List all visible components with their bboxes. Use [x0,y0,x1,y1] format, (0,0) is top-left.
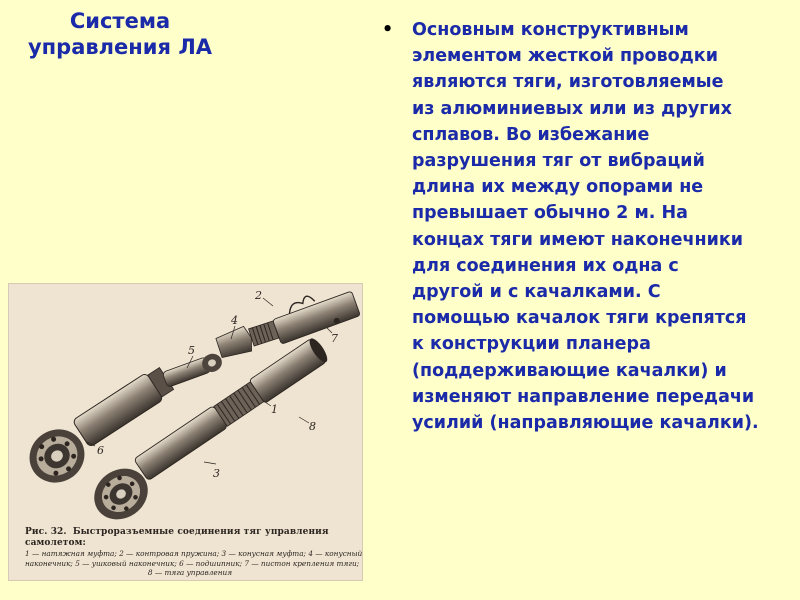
body-bullet-item [380,17,785,436]
body-line: для соединения их одна с [412,255,679,276]
part-label-4: 4 [231,314,238,327]
body-line: разрушения тяг от вибраций [412,151,705,172]
part-label-6: 6 [97,444,104,457]
body-line: длина их между опорами не [412,177,704,198]
caption-line: 1 — натяжная муфта; 2 — контровая пружина; 3 — конусная муфта; 4 — конусный [25,549,363,558]
body-line: концах тяги имеют наконечники [412,229,743,250]
part-label-7: 7 [331,332,338,345]
body-line: усилий (направляющие качалки). [412,413,759,434]
part-label-3: 3 [213,467,220,480]
caption-line: 8 — тяга управления [147,568,233,578]
bullet-icon: • [382,20,394,40]
body-line: (поддерживающие качалки) и [412,360,727,381]
body-line: другой и с качалками. С [412,282,661,303]
slide-title: Система управления ЛА [27,9,213,59]
part-label-5: 5 [188,344,195,357]
part-label-2: 2 [255,289,262,302]
body-text [412,17,785,436]
caption-line: наконечник; 5 — ушковый наконечник; 6 — подшипник; 7 — пистон крепления тяги; [25,558,360,568]
body-line: элементом жесткой проводки [412,46,718,67]
body-line: сплавов. Во избежание [412,124,650,145]
body-line: изменяют направление передачи [412,386,755,407]
body-line: превышает обычно 2 м. На [412,203,688,224]
caption-heading [25,527,355,549]
control-rod-figure [8,283,363,581]
part-label-8: 8 [309,420,316,433]
upper-rod-assembly [19,284,360,493]
figure-caption [25,527,363,578]
figure-number: Рис. 32. [25,527,67,537]
body-line: Основным конструктивным [412,20,689,40]
body-line: помощью качалок тяги крепятся [412,308,747,329]
body-line: из алюминиевых или из других [412,98,732,119]
body-line: к конструкции планера [412,334,651,355]
body-line: являются тяги, изготовляемые [412,72,724,93]
part-label-1: 1 [271,403,278,416]
figure-title: Быстроразъемные соединения тяг управления самолетом: [25,527,329,548]
body-text-list [380,17,785,436]
